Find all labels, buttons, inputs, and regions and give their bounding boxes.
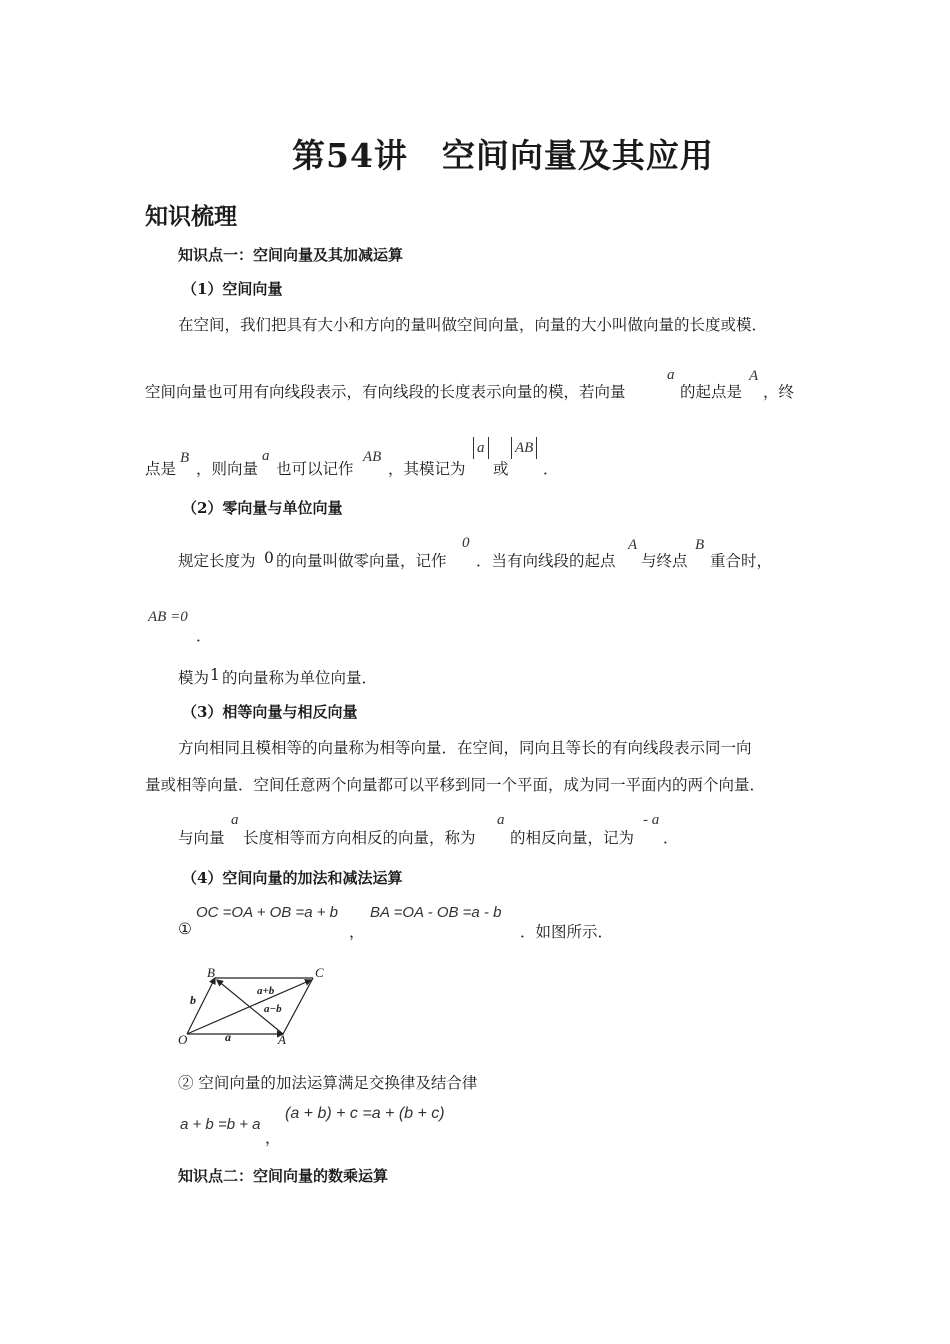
s1-line3-d: ，其模记为 [388, 460, 466, 478]
s3-heading: （3）相等向量与相反向量 [182, 703, 358, 721]
s3-line3-a: 与向量 [178, 829, 225, 847]
edge-AC [283, 978, 313, 1034]
s1-line3-e: 或 [493, 460, 509, 478]
var-a: a [667, 367, 675, 383]
var-a-2: a [262, 448, 270, 464]
eq-commutative: a + b =b + a [180, 1116, 261, 1133]
s1-line3-a: 点是 [145, 460, 177, 478]
zero-vector: 0 [462, 535, 470, 551]
section-heading: 知识梳理 [145, 203, 237, 230]
eq-tail: ．如图所示． [520, 923, 614, 941]
kp1-heading: 知识点一：空间向量及其加减运算 [178, 246, 404, 264]
neg-a: - a [643, 812, 660, 828]
s2-heading: （2）零向量与单位向量 [182, 499, 343, 517]
s3-line3-c: 的相反向量，记为 [510, 829, 635, 847]
label-a-plus-b: a+b [257, 985, 275, 997]
label-vec-b: b [190, 993, 196, 1007]
s1-line3-c: 也可以记作 [276, 460, 354, 478]
circled-one: ① [178, 920, 192, 938]
s1-line3-b: ，则向量 [196, 460, 259, 478]
s3-line3-b: 长度相等而方向相反的向量，称为 [243, 829, 476, 847]
label-vec-a: a [225, 1030, 231, 1044]
circled-two-line: ② 空间向量的加法运算满足交换律及结合律 [178, 1074, 478, 1092]
s2-line1-num: 0 [264, 549, 274, 567]
s1-line1: 在空间，我们把具有大小和方向的量叫做空间向量，向量的大小叫做向量的长度或模． [178, 316, 768, 334]
eq-associative: (a + b) + c =a + (b + c) [285, 1105, 445, 1122]
vector-a-plus-b-line [187, 980, 311, 1034]
label-A: A [278, 1032, 286, 1047]
label-O: O [178, 1032, 188, 1047]
s2-line3-a: 模为 [178, 669, 210, 687]
s2-line1-a: 规定长度为 [178, 552, 256, 570]
parallelogram-figure [170, 960, 340, 1050]
s2-line1-b: 的向量叫做零向量，记作 [276, 552, 447, 570]
s1-line2-b: 的起点是 [680, 383, 743, 401]
label-B: B [207, 965, 215, 980]
eq-comma-2: ， [265, 1129, 281, 1147]
s2-line3-num: 1 [210, 666, 220, 684]
var-A-s2: A [628, 537, 638, 553]
s3-line3-d: ． [663, 829, 679, 847]
eq-comma: ， [349, 923, 365, 941]
eq-dot: ． [196, 627, 212, 645]
s3-line1: 方向相同且模相等的向量称为相等向量．在空间，同向且等长的有向线段表示同一向 [178, 739, 752, 757]
page-title: 第54讲 空间向量及其应用 [292, 136, 714, 175]
s1-line2-a: 空间向量也可用有向线段表示，有向线段的长度表示向量的模，若向量 [145, 383, 626, 401]
abs-AB: AB [511, 437, 537, 459]
label-a-minus-b: a−b [264, 1003, 282, 1015]
var-B: B [180, 450, 190, 466]
eq-BA: BA =OA - OB =a - b [370, 904, 502, 921]
s4-heading: （4）空间向量的加法和减法运算 [182, 869, 403, 887]
label-C: C [315, 965, 324, 980]
s1-line2-c: ，终 [763, 383, 795, 401]
s3-line2: 量或相等向量．空间任意两个向量都可以平移到同一个平面，成为同一平面内的两个向量． [145, 776, 766, 794]
s2-line1-e: 重合时， [710, 552, 773, 570]
s2-line3-b: 的向量称为单位向量． [222, 669, 378, 687]
var-AB: AB [363, 449, 382, 465]
abs-a: a [473, 437, 489, 459]
var-a-s3: a [231, 812, 239, 828]
s2-line1-c: ．当有向线段的起点 [476, 552, 616, 570]
s1-line3-f: ． [543, 460, 559, 478]
s2-line1-d: 与终点 [641, 552, 688, 570]
var-a-s3-2: a [497, 812, 505, 828]
kp2-heading: 知识点二：空间向量的数乘运算 [178, 1167, 389, 1185]
var-A: A [749, 368, 759, 384]
eq-OC: OC =OA + OB =a + b [196, 904, 339, 921]
eq-AB-zero: AB =0 [148, 609, 188, 625]
s1-heading: （1）空间向量 [182, 280, 283, 298]
var-B-s2: B [695, 537, 705, 553]
